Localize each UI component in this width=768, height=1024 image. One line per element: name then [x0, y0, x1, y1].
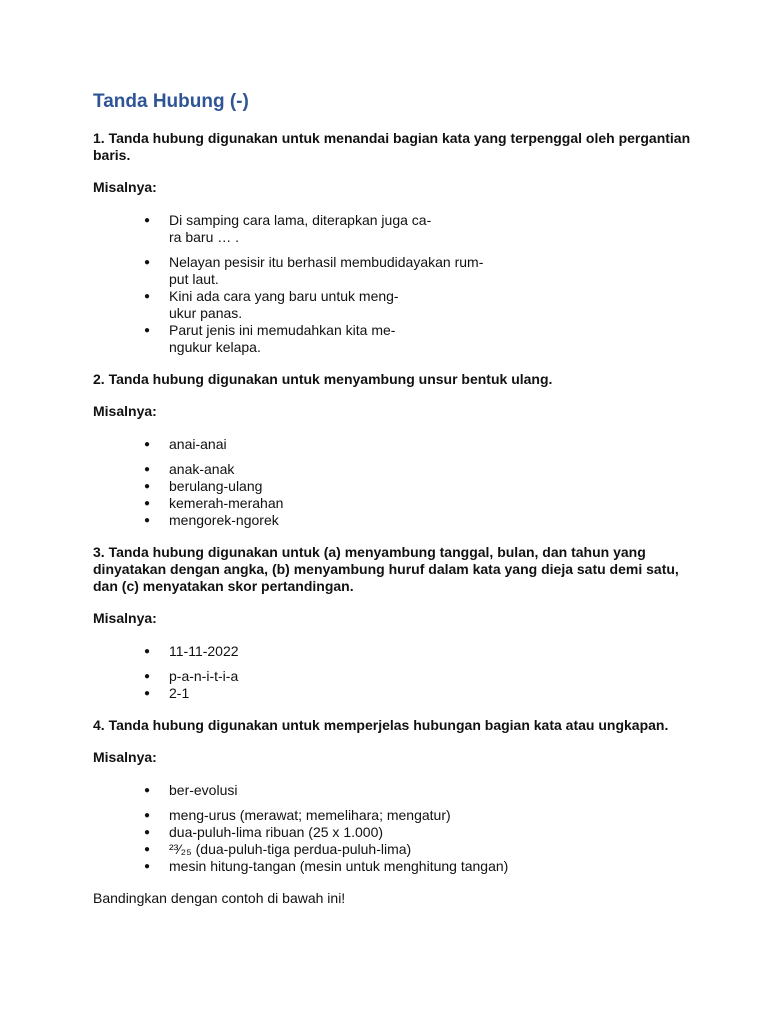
- section-2-examples: [93, 436, 693, 529]
- list-item-text: anai-anai: [169, 436, 227, 452]
- list-item: [93, 495, 693, 512]
- section-4-examples: [93, 782, 693, 875]
- list-item: [93, 668, 693, 685]
- section-2-misalnya-label: Misalnya:: [93, 403, 157, 419]
- bullet-icon: ●: [144, 646, 151, 657]
- list-item-text: meng-urus (merawat; memelihara; mengatur): [169, 807, 451, 823]
- list-item: [93, 824, 693, 841]
- list-item-text: kemerah-merahan: [169, 495, 284, 511]
- section-3-misalnya-label: Misalnya:: [93, 610, 157, 626]
- list-item-text: berulang-ulang: [169, 478, 263, 494]
- list-item: [93, 512, 693, 529]
- bullet-icon: ●: [144, 481, 151, 492]
- bullet-icon: ●: [144, 515, 151, 526]
- bullet-icon: ●: [144, 257, 151, 268]
- list-item-text: mesin hitung-tangan (mesin untuk menghitung tangan): [169, 858, 509, 874]
- section-2-heading: 2. Tanda hubung digunakan untuk menyambung unsur bentuk ulang.: [93, 371, 553, 387]
- bullet-icon: ●: [144, 688, 151, 699]
- section-4-heading: 4. Tanda hubung digunakan untuk memperjelas hubungan bagian kata atau ungkapan.: [93, 717, 669, 733]
- list-item: [93, 643, 693, 660]
- list-item: [93, 841, 693, 858]
- closing-text: Bandingkan dengan contoh di bawah ini!: [93, 890, 346, 906]
- bullet-icon: ●: [144, 671, 151, 682]
- bullet-icon: ●: [144, 464, 151, 475]
- list-item: [93, 322, 693, 356]
- list-item-text: ber-evolusi: [169, 782, 238, 798]
- list-item-text: Parut jenis ini memudahkan kita me- ngukur kelapa.: [169, 322, 396, 355]
- list-item-text: Kini ada cara yang baru untuk meng- ukur panas.: [169, 288, 399, 321]
- list-item-text: dua-puluh-lima ribuan (25 x 1.000): [169, 824, 384, 840]
- section-1-misalnya-label: Misalnya:: [93, 179, 157, 195]
- list-item-text: Nelayan pesisir itu berhasil membudidayakan rum- put laut.: [169, 254, 484, 287]
- section-3-heading: 3. Tanda hubung digunakan untuk (a) menyambung tanggal, bulan, dan tahun yang dinyatakan dengan angka, (b) menyambung huruf dalam kata yang dieja satu demi satu, dan (c) menyatakan skor pertandingan.: [93, 544, 679, 594]
- bullet-icon: ●: [144, 844, 151, 855]
- page-title: Tanda Hubung (-): [93, 91, 249, 112]
- list-item: [93, 461, 693, 478]
- bullet-icon: ●: [144, 498, 151, 509]
- section-4-misalnya-label: Misalnya:: [93, 749, 157, 765]
- list-item: [93, 478, 693, 495]
- list-item: [93, 288, 693, 322]
- bullet-icon: ●: [144, 215, 151, 226]
- list-item: [93, 436, 693, 453]
- list-item-text: ²³⁄₂₅ (dua-puluh-tiga perdua-puluh-lima): [169, 841, 412, 857]
- list-item-text: mengorek-ngorek: [169, 512, 279, 528]
- list-item-text: anak-anak: [169, 461, 235, 477]
- list-item-text: p-a-n-i-t-i-a: [169, 668, 239, 684]
- section-1-examples: [93, 212, 693, 356]
- bullet-icon: ●: [144, 827, 151, 838]
- bullet-icon: ●: [144, 291, 151, 302]
- list-item: [93, 782, 693, 799]
- bullet-icon: ●: [144, 810, 151, 821]
- list-item-text: 2-1: [169, 685, 190, 701]
- list-item: [93, 858, 693, 875]
- bullet-icon: ●: [144, 861, 151, 872]
- list-item: [93, 685, 693, 702]
- list-item: [93, 254, 693, 288]
- bullet-icon: ●: [144, 439, 151, 450]
- document-page: [93, 90, 693, 907]
- list-item: [93, 807, 693, 824]
- section-1-heading: 1. Tanda hubung digunakan untuk menandai bagian kata yang terpenggal oleh pergantian baris.: [93, 130, 691, 163]
- list-item-text: 11-11-2022: [169, 643, 239, 659]
- list-item: [93, 212, 693, 246]
- bullet-icon: ●: [144, 785, 151, 796]
- bullet-icon: ●: [144, 325, 151, 336]
- list-item-text: Di samping cara lama, diterapkan juga ca- ra baru … .: [169, 212, 432, 245]
- section-3-examples: [93, 643, 693, 702]
